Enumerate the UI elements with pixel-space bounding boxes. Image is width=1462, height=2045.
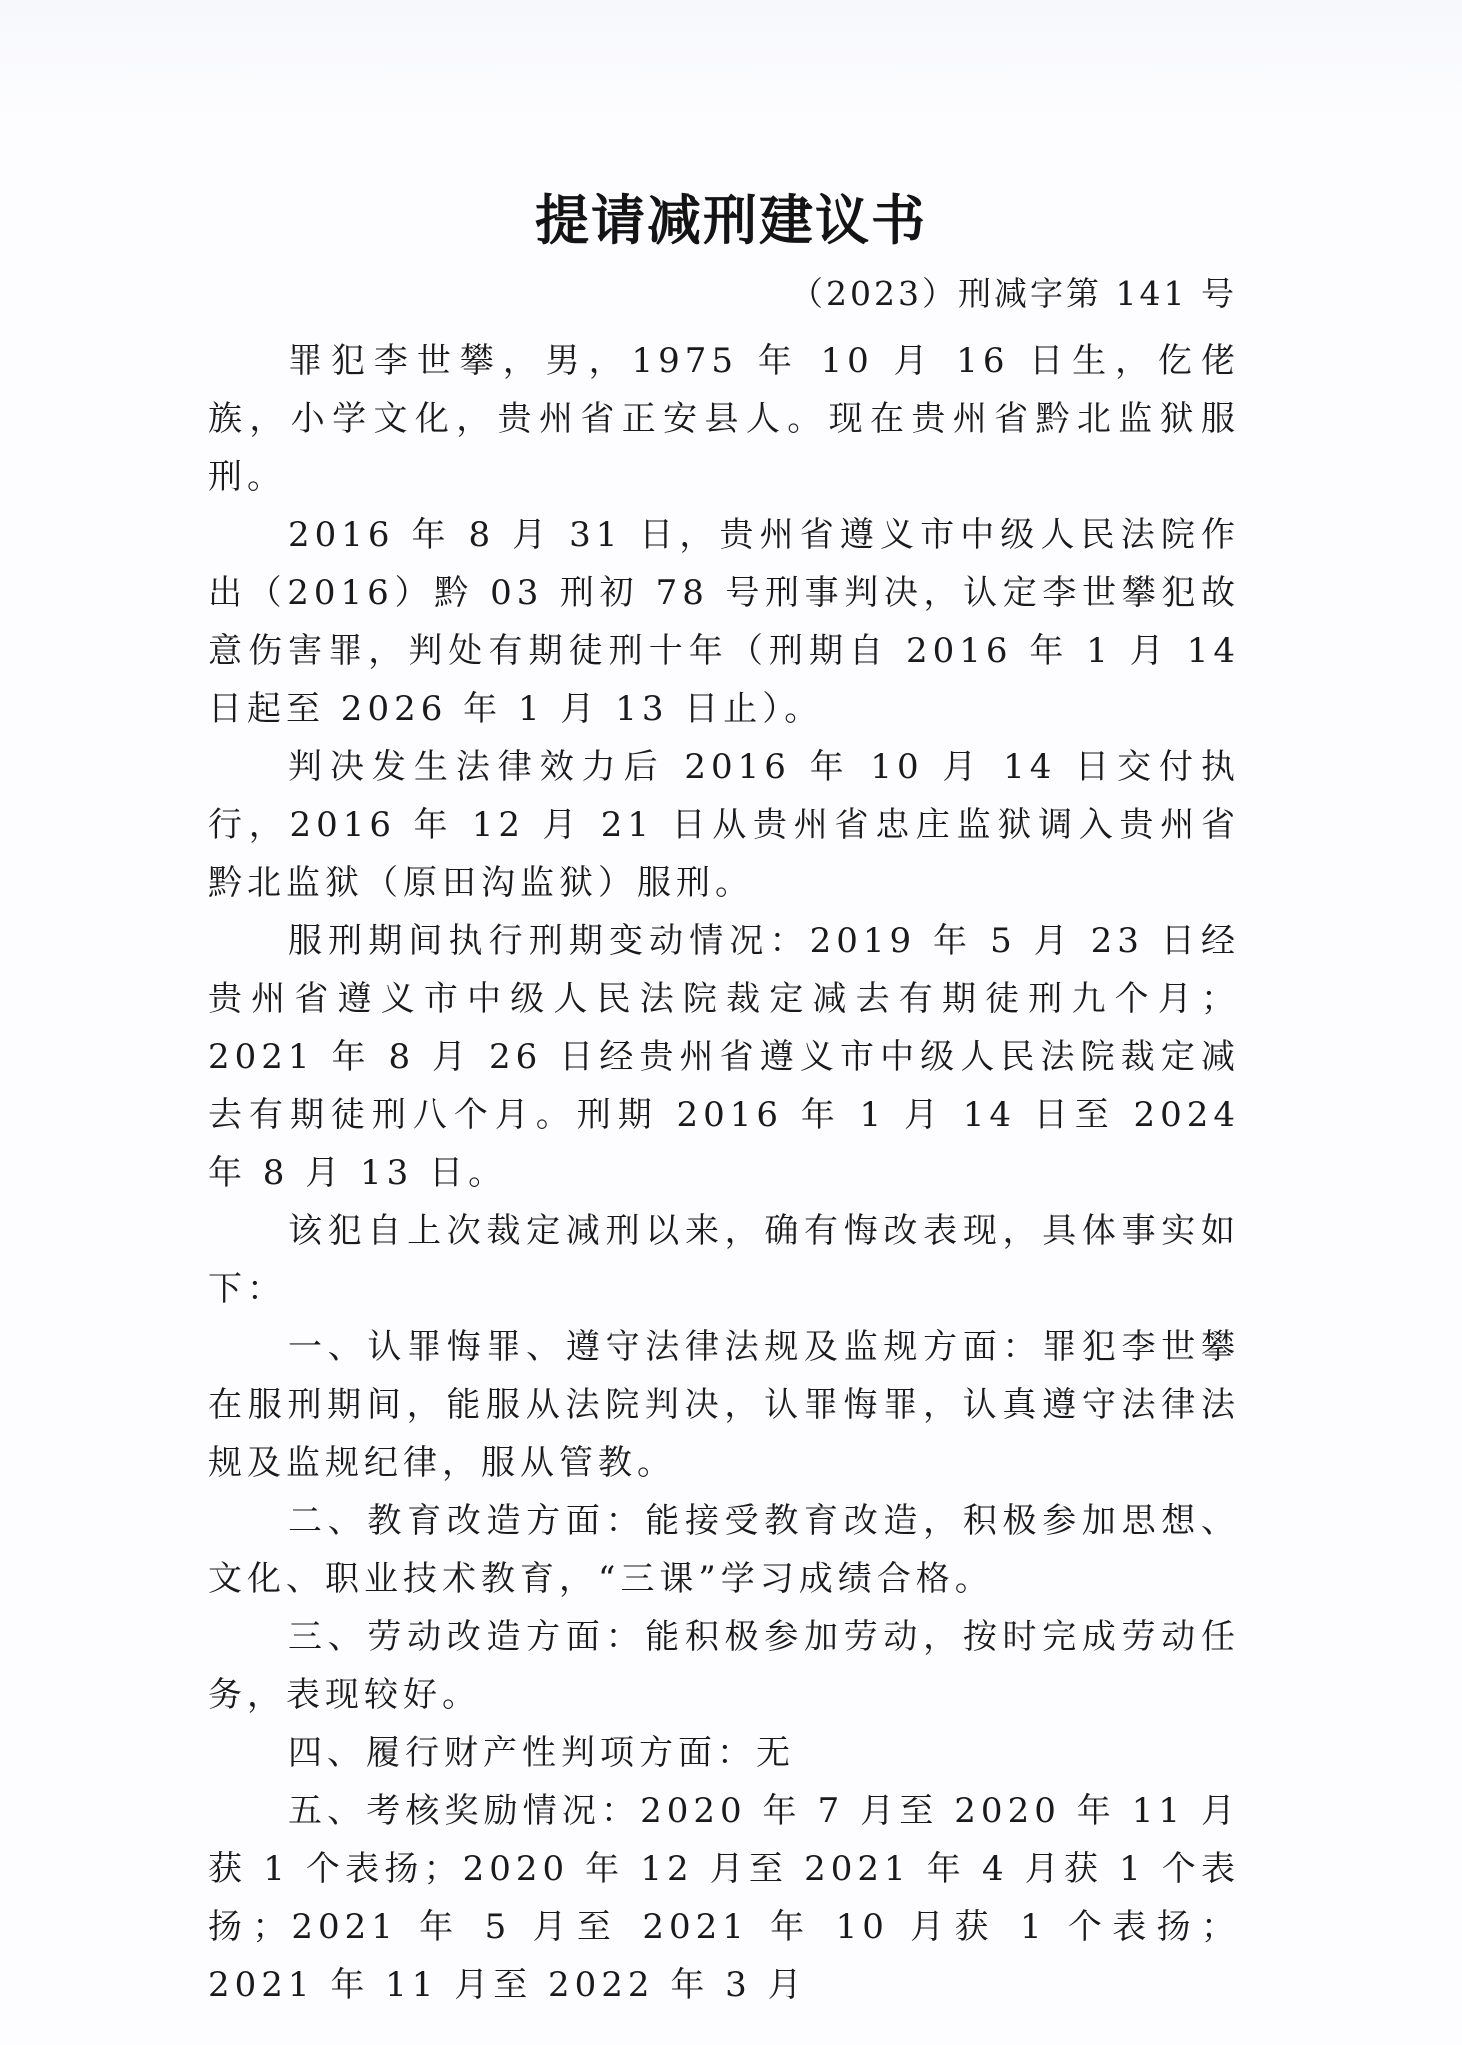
paragraph-law-compliance: 一、认罪悔罪、遵守法律法规及监规方面：罪犯李世攀在服刑期间，能服从法院判决，认罪悔罪，认真遵守法律法规及监规纪律，服从管教。 [208,1327,1240,1483]
paragraph-labor: 三、劳动改造方面：能积极参加劳动，按时完成劳动任务，表现较好。 [208,1617,1240,1715]
paragraph-property: 四、履行财产性判项方面：无 [288,1733,795,1773]
paragraph-judgment: 2016 年 8 月 31 日，贵州省遵义市中级人民法院作出（2016）黔 03 刑初 78 号刑事判决，认定李世攀犯故意伤害罪，判处有期徒刑十年（刑期自 2016 年 1 月 14 日起至 2026 年 1 月 13 日止）。 [208,515,1240,729]
paragraph-execution: 判决发生法律效力后 2016 年 10 月 14 日交付执行，2016 年 12 月 21 日从贵州省忠庄监狱调入贵州省黔北监狱（原田沟监狱）服刑。 [208,747,1240,903]
document-title: 提请减刑建议书 [535,188,927,252]
document-body [208,332,1240,2014]
paragraph-repentance-intro: 该犯自上次裁定减刑以来，确有悔改表现，具体事实如下： [208,1211,1240,1309]
paragraph-rewards: 五、考核奖励情况：2020 年 7 月至 2020 年 11 月获 1 个表扬；2020 年 12 月至 2021 年 4 月获 1 个表扬；2021 年 5 月至 2021 年 10 月获 1 个表扬；2021 年 11 月至 2022 年 3 月 [208,1791,1240,2005]
paragraph-inmate-info: 罪犯李世攀，男，1975 年 10 月 16 日生，仡佬族，小学文化，贵州省正安县人。现在贵州省黔北监狱服刑。 [208,341,1240,497]
paragraph-sentence-changes: 服刑期间执行刑期变动情况：2019 年 5 月 23 日经贵州省遵义市中级人民法院裁定减去有期徒刑九个月；2021 年 8 月 26 日经贵州省遵义市中级人民法院裁定减去有期徒刑八个月。刑期 2016 年 1 月 14 日至 2024 年 8 月 13 日。 [208,921,1240,1193]
paragraph-education: 二、教育改造方面：能接受教育改造，积极参加思想、文化、职业技术教育，“三课”学习成绩合格。 [208,1501,1240,1599]
document-number: （2023）刑减字第 141 号 [790,274,1237,313]
